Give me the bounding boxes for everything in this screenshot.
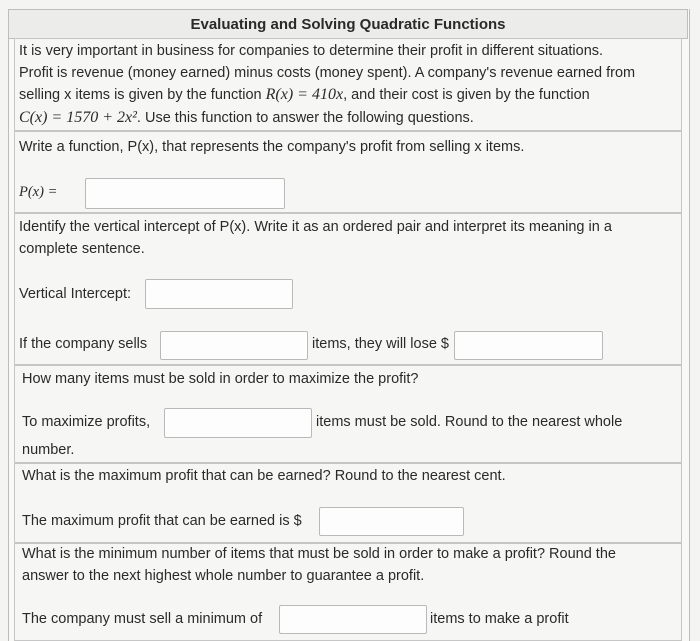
question-5-prompt: What is the minimum number of items that must be sold in order to make a profit? Round the answer to the next highest whole number to guarantee a profit. (22, 546, 616, 584)
cost-function: C(x) = 1570 + 2x² (19, 108, 137, 126)
will-lose-label: items, they will lose $ (312, 336, 449, 352)
question-2-prompt: Identify the vertical intercept of P(x). Write it as an ordered pair and interpret its meaning in a complete sentence. (19, 219, 612, 257)
maximum-profit-label: The maximum profit that can be earned is $ (22, 513, 302, 529)
make-profit-label: items to make a profit (430, 611, 569, 627)
minimum-items-input[interactable] (279, 605, 427, 634)
question-4-prompt: What is the maximum profit that can be earned? Round to the nearest cent. (22, 468, 506, 484)
intro-text: It is very important in business for companies to determine their profit in different situations. Profit is revenue (money earned) minus costs (money spent). A company's revenue earned from selling x items is given by the function R(x) = 410x, and their cost is given by the function C(x) = 1570 + 2x². Use this function to answer the following questions. (19, 43, 636, 126)
items-sold-input[interactable] (160, 331, 308, 360)
vertical-intercept-label: Vertical Intercept: (19, 286, 132, 302)
vertical-intercept-input[interactable] (145, 279, 293, 309)
loss-amount-input[interactable] (454, 331, 603, 360)
items-to-maximize-input[interactable] (164, 408, 312, 438)
question-1-prompt: Write a function, P(x), that represents the company's profit from selling x items. (19, 139, 525, 155)
maximize-profits-label: To maximize profits, (22, 414, 151, 430)
items-must-be-sold-label: items must be sold. Round to the nearest whole (316, 414, 623, 430)
round-number-label: number. (22, 442, 75, 458)
page-title: Evaluating and Solving Quadratic Functions (8, 9, 688, 39)
company-sells-label: If the company sells (19, 336, 148, 352)
minimum-items-label: The company must sell a minimum of (22, 611, 263, 627)
revenue-function: R(x) = 410x (265, 86, 344, 103)
maximum-profit-input[interactable] (319, 507, 464, 536)
question-3-prompt: How many items must be sold in order to maximize the profit? (22, 371, 419, 387)
profit-function-label: P(x) = (19, 184, 58, 200)
profit-function-input[interactable] (85, 178, 285, 209)
